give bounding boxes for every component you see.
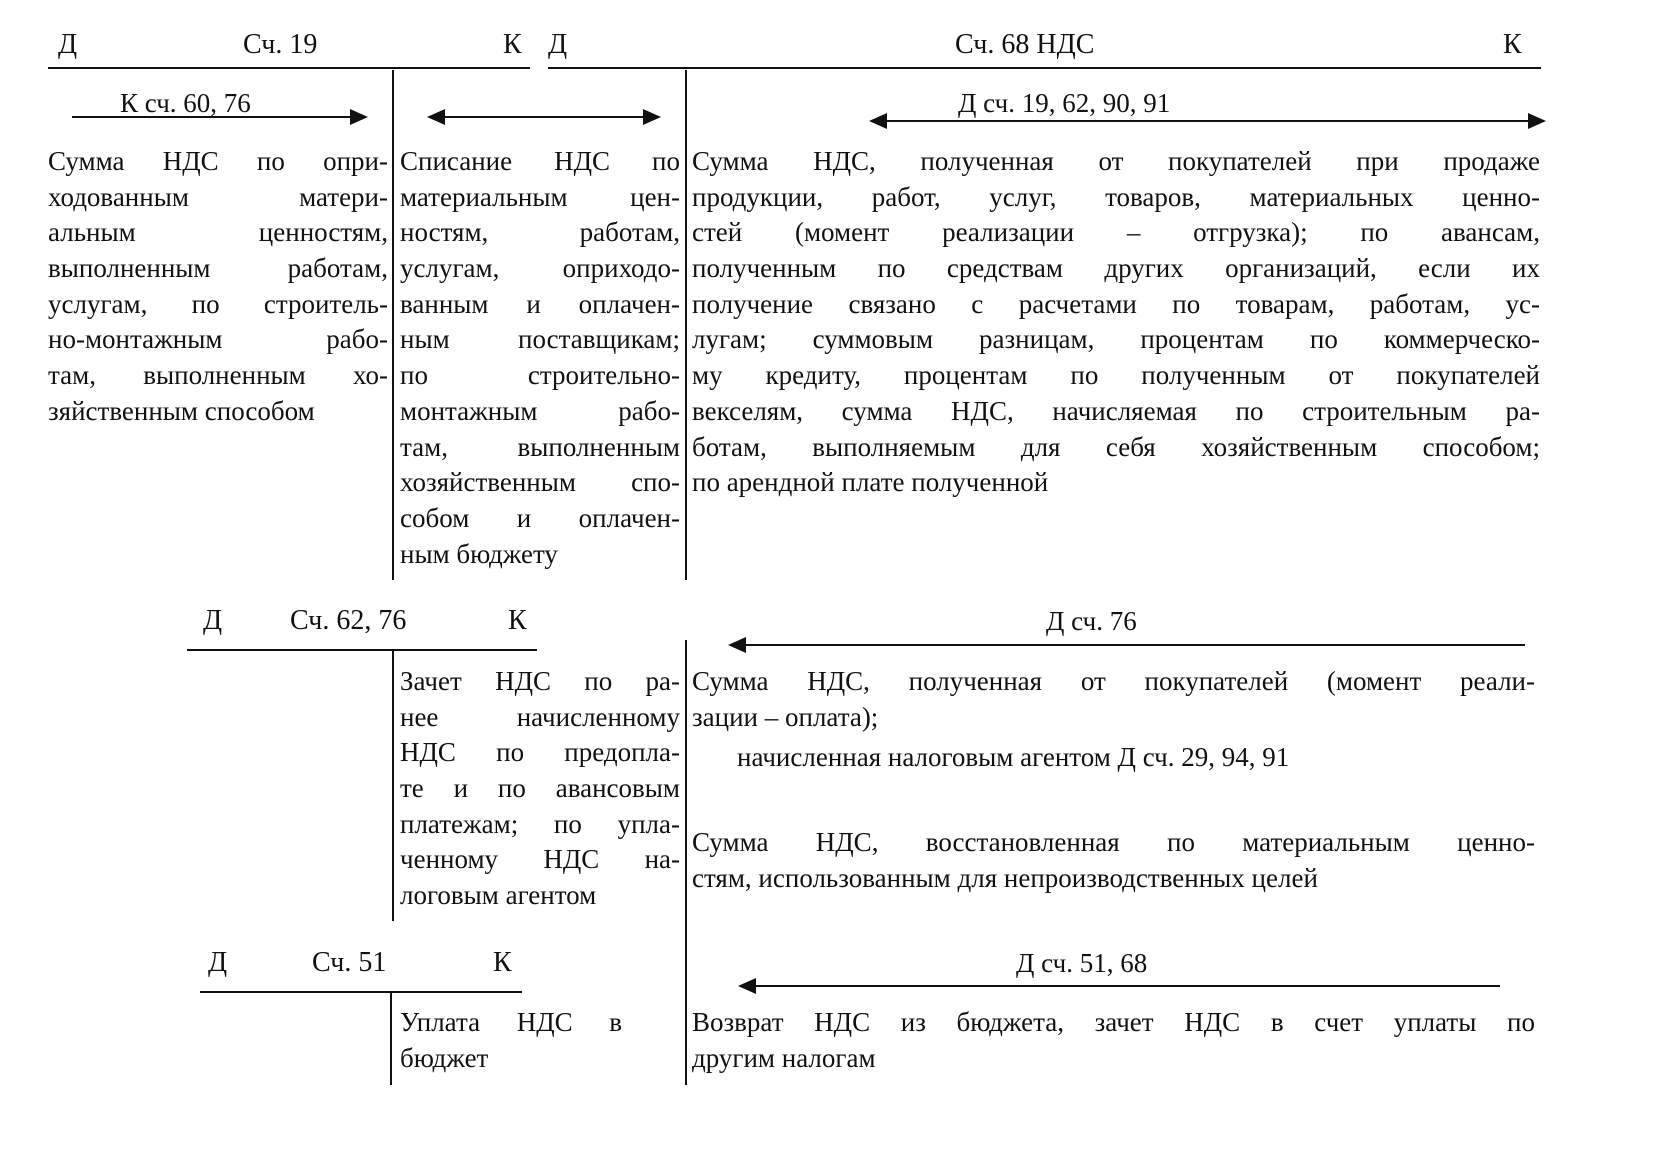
account-51-68-text — [692, 1005, 1535, 1076]
account-19-credit-text — [400, 144, 680, 572]
text-line: хозяйственным спо- — [400, 467, 680, 498]
text-line: ботам, выполняемым для себя хозяйственным способом; — [692, 431, 1540, 462]
account-62-76-divider — [392, 651, 394, 921]
arrow-label-d-51-68: Д сч. 51, 68 — [1016, 948, 1148, 978]
text-line: зяйственным способом — [48, 395, 315, 426]
account-62-76-debit-label: Д — [203, 605, 223, 636]
arrow-left-icon — [0, 0, 1, 1]
text-line: Сумма НДС по опри- — [48, 146, 388, 176]
account-76-text-agent — [737, 740, 1497, 776]
text-line: ченному НДС на- — [400, 844, 680, 875]
account-68-debit-label: Д — [548, 29, 568, 60]
text-line: НДС по предопла- — [400, 737, 680, 768]
account-51-credit-text — [400, 1005, 622, 1076]
text-line: лугам; суммовым разницам, процентам по коммерческо- — [692, 324, 1540, 355]
text-line: ходованным матери- — [48, 181, 388, 212]
account-76-text-received — [692, 664, 1535, 735]
text-line: там, выполненным хо- — [48, 360, 388, 391]
text-line: Уплата НДС в — [400, 1007, 622, 1037]
text-line: услугам, по строитель- — [48, 288, 388, 319]
text-line: стям, использованным для непроизводственных целей — [692, 862, 1318, 893]
text-line: монтажным рабо- — [400, 395, 680, 426]
text-line: услугам, оприходо- — [400, 253, 680, 284]
text-line: но-монтажным рабо- — [48, 324, 388, 355]
text-line: ным поставщикам; — [400, 324, 680, 355]
account-19-credit-label: К — [503, 29, 522, 60]
account-19-top-line — [48, 67, 530, 69]
arrow-label-k-60-76: К сч. 60, 76 — [120, 88, 251, 118]
text-line: стей (момент реализации – отгрузка); по авансам, — [692, 217, 1540, 248]
text-line: полученным по средствам других организаций, если их — [692, 253, 1540, 284]
account-51-credit-label: К — [493, 947, 512, 978]
text-line: другим налогам — [692, 1042, 876, 1073]
account-68-divider-bottom — [685, 640, 687, 1085]
account-19-title: Сч. 19 — [243, 29, 318, 60]
text-line: бюджет — [400, 1042, 489, 1073]
text-line: те и по авансовым — [400, 773, 680, 804]
text-line: му кредиту, процентам по полученным от покупателей — [692, 360, 1540, 391]
account-62-76-title: Сч. 62, 76 — [290, 605, 407, 636]
text-line: Сумма НДС, полученная от покупателей при продаже — [692, 146, 1540, 176]
text-line: собом и оплачен- — [400, 502, 680, 533]
account-68-credit-text — [692, 144, 1540, 501]
account-68-title: Сч. 68 НДС — [955, 29, 1095, 60]
text-line: ным бюджету — [400, 538, 558, 569]
account-19-divider — [392, 70, 394, 580]
text-line: по арендной плате полученной — [692, 467, 1049, 498]
text-line: платежам; по упла- — [400, 808, 680, 839]
account-76-text-restored — [692, 825, 1535, 896]
text-line: альным ценностям, — [48, 217, 388, 248]
account-51-top-line — [200, 991, 522, 993]
text-line: логовым агентом — [400, 880, 597, 911]
account-68-top-line — [548, 67, 1541, 69]
text-line: продукции, работ, услуг, товаров, материальных ценно- — [692, 181, 1540, 212]
text-line: зации – оплата); — [692, 701, 879, 732]
text-line: нее начисленному — [400, 701, 680, 732]
text-line: ностям, работам, — [400, 217, 680, 248]
text-line: векселям, сумма НДС, начисляемая по строительным ра- — [692, 395, 1540, 426]
text-line: Возврат НДС из бюджета, зачет НДС в счет уплаты по — [692, 1007, 1535, 1037]
text-line: Списание НДС по — [400, 146, 680, 176]
text-line: начисленная налоговым агентом Д сч. 29, 94, 91 — [737, 742, 1290, 772]
arrow-label-d-19-62-90-91: Д сч. 19, 62, 90, 91 — [958, 88, 1171, 118]
text-line: материальным цен- — [400, 181, 680, 212]
text-line: выполненным работам, — [48, 253, 388, 284]
text-line: ванным и оплачен- — [400, 288, 680, 319]
account-51-debit-label: Д — [208, 947, 228, 978]
text-line: Зачет НДС по ра- — [400, 666, 680, 696]
account-68-credit-label: К — [1503, 29, 1522, 60]
text-line: Сумма НДС, восстановленная по материальным ценно- — [692, 827, 1535, 857]
account-51-title: Сч. 51 — [312, 947, 387, 978]
text-line: Сумма НДС, полученная от покупателей (момент реали- — [692, 666, 1535, 696]
text-line: там, выполненным — [400, 431, 680, 462]
account-19-debit-label: Д — [58, 29, 78, 60]
account-68-divider-top — [685, 70, 687, 580]
arrow-label-d-76: Д сч. 76 — [1046, 606, 1137, 636]
account-19-debit-text — [48, 144, 388, 430]
account-62-76-top-line — [187, 649, 537, 651]
account-62-76-credit-label: К — [508, 605, 527, 636]
account-62-76-credit-text — [400, 664, 680, 914]
account-51-divider — [390, 993, 392, 1085]
text-line: по строительно- — [400, 360, 680, 391]
text-line: получение связано с расчетами по товарам, работам, ус- — [692, 288, 1540, 319]
